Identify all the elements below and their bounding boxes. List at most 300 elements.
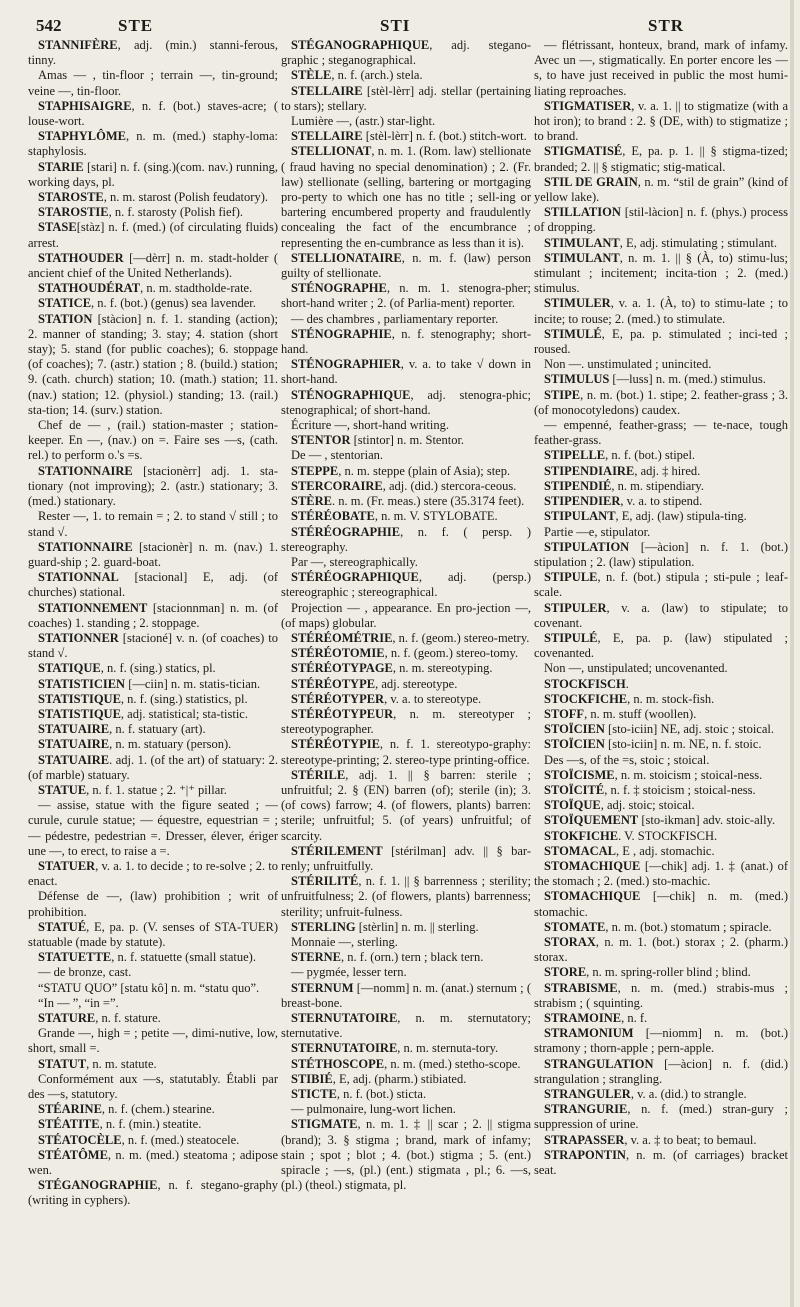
- entry-headword: STIMULANT: [544, 250, 620, 265]
- dictionary-entry: [28, 251, 278, 281]
- entry-definition: De — , stentorian.: [291, 448, 383, 463]
- entry-definition: , E , adj. stomachic.: [616, 843, 715, 858]
- entry-headword: STRANGURIE: [544, 1102, 628, 1117]
- entry-headword: STIL DE GRAIN: [544, 174, 638, 189]
- dictionary-entry: [281, 68, 531, 83]
- entry-definition: , v. a. ‡ to beat; to bemaul.: [624, 1132, 757, 1147]
- dictionary-entry: [28, 965, 278, 980]
- entry-definition: , adj. stoic; stoical.: [600, 798, 695, 813]
- dictionary-entry: [534, 205, 788, 235]
- page-header: [0, 10, 800, 36]
- entry-definition: [stacioné] v. n. (of coaches) to stand √.: [28, 630, 278, 661]
- entry-headword: STATIONNER: [38, 630, 119, 645]
- dictionary-entry: [534, 981, 788, 1011]
- entry-headword: STATIONNAL: [38, 570, 119, 585]
- entry-headword: STIPULER: [544, 600, 607, 615]
- entry-definition: , E, adj. (law) stipula-ting.: [615, 509, 747, 524]
- entry-definition: , E, pa. p. stimulated ; inci-ted ; roused.: [534, 326, 788, 357]
- entry-definition: [stacionèr] n. m. (nav.) 1. guard-ship ; 2. guard-boat.: [28, 539, 278, 569]
- entry-definition: , E, adj. stimulating ; stimulant.: [619, 235, 778, 250]
- entry-definition: Par —, stereographically.: [291, 554, 418, 569]
- entry-definition: , n. f. stature.: [95, 1011, 161, 1025]
- dictionary-entry: [281, 601, 531, 631]
- entry-headword: STERNUTATOIRE: [291, 1011, 398, 1025]
- dictionary-entry: [534, 540, 788, 570]
- dictionary-entry: [534, 479, 788, 494]
- entry-definition: , n. f. ‡ stoicism ; stoical-ness.: [604, 782, 756, 797]
- dictionary-entry: [281, 479, 531, 494]
- dictionary-entry: [534, 768, 788, 783]
- entry-definition: [stàz] n. f. (med.) (of circulating fluids) arrest.: [28, 220, 278, 250]
- entry-headword: STÉRILEMENT: [291, 843, 383, 858]
- entry-headword: STIGMATISÉ: [544, 144, 623, 159]
- entry-headword: STOÏCISME: [544, 767, 615, 782]
- entry-headword: STÉARINE: [38, 1102, 102, 1117]
- dictionary-entry: [534, 935, 788, 965]
- dictionary-entry: [281, 874, 531, 920]
- entry-headword: STIPULE: [544, 570, 598, 585]
- entry-headword: STOKFICHE: [544, 828, 619, 843]
- entry-definition: , adj. (persp.) stereographic ; stereographical.: [281, 570, 531, 600]
- entry-definition: Défense de —, (law) prohibition ; writ of prohibition.: [28, 889, 278, 919]
- entry-headword: STOÏQUEMENT: [544, 813, 639, 828]
- dictionary-entry: [281, 144, 531, 250]
- dictionary-entry: [281, 1117, 531, 1193]
- entry-definition: , n. m. stereotyper ; stereotypographer.: [281, 706, 531, 737]
- entry-definition: . adj. 1. (of the art) of statuary: 2. (of marble) statuary.: [28, 752, 278, 782]
- dictionary-entry: [534, 251, 788, 297]
- entry-definition: [—àcion] n. f. 1. (bot.) stipulation ; 2. (law) stipulation.: [534, 539, 788, 569]
- entry-headword: STERNE: [291, 950, 342, 965]
- dictionary-entry: [534, 889, 788, 919]
- entry-headword: STATUÉ: [38, 919, 87, 934]
- entry-headword: STÉNOGRAPHIE: [291, 326, 392, 341]
- entry-headword: STÉATITE: [38, 1117, 100, 1132]
- entry-headword: STATUAIRE: [38, 752, 110, 767]
- entry-definition: [stèl-lèrr] n. f. (bot.) stitch-wort.: [362, 129, 527, 144]
- entry-headword: STATION: [38, 311, 93, 326]
- dictionary-entry: [281, 1057, 531, 1072]
- dictionary-entry: [28, 707, 278, 722]
- dictionary-entry: [534, 692, 788, 707]
- entry-definition: Rester —, 1. to remain = ; 2. to stand √ still ; to stand √.: [28, 509, 278, 539]
- entry-headword: STIPULANT: [544, 509, 616, 524]
- entry-definition: Grande —, high = ; petite —, dimi-nutive, low, short, small =.: [28, 1026, 278, 1056]
- dictionary-entry: [534, 175, 788, 205]
- dictionary-entry: [281, 677, 531, 692]
- entry-headword: STRANGULER: [544, 1087, 631, 1102]
- entry-definition: , n. m. f. (law) person guilty of stellionate.: [281, 250, 531, 281]
- dictionary-entry: [28, 160, 278, 190]
- entry-definition: , v. a. 1. (À, to) to stimu-late ; to incite; to rouse; 2. (med.) to stimulate.: [534, 296, 788, 326]
- entry-headword: STAPHYLÔME: [38, 129, 126, 144]
- dictionary-entry: [281, 1072, 531, 1087]
- entry-definition: [—chik] n. m. (med.) stomachic.: [534, 889, 788, 919]
- dictionary-entry: [28, 1026, 278, 1056]
- entry-headword: STERLING: [291, 919, 356, 934]
- entry-headword: STIPULATION: [544, 539, 630, 554]
- column-3: [534, 38, 788, 1300]
- entry-definition: Écriture —, short-hand writing.: [291, 418, 449, 433]
- entry-definition: , E, pa. p. (V. senses of STA-TUER) statuable (made by statute).: [28, 919, 278, 949]
- entry-headword: STÉTHOSCOPE: [291, 1056, 385, 1071]
- entry-definition: [—nomm] n. m. (anat.) sternum ; ( breast-bone.: [281, 980, 531, 1010]
- dictionary-entry: [28, 601, 278, 631]
- entry-definition: , n. f. (geom.) stereo-metry.: [392, 630, 530, 645]
- dictionary-entry: [534, 798, 788, 813]
- dictionary-entry: [28, 1057, 278, 1072]
- entry-headword: STAROSTIE: [38, 205, 109, 220]
- entry-headword: STÉNOGRAPHIQUE: [291, 387, 411, 402]
- dictionary-entry: [28, 692, 278, 707]
- entry-definition: , v. a. (law) to stipulate; to covenant.: [534, 600, 788, 630]
- dictionary-entry: [28, 1148, 278, 1178]
- dictionary-entry: [534, 296, 788, 326]
- dictionary-entry: [281, 312, 531, 327]
- entry-headword: STATICE: [38, 296, 92, 311]
- dictionary-entry: [281, 1102, 531, 1117]
- entry-definition: [—ciin] n. m. statis-tician.: [125, 676, 261, 691]
- entry-definition: , n. f. (bot.) staves-acre; ( louse-wort.: [28, 98, 278, 129]
- entry-definition: [—chik] adj. 1. ‡ (anat.) of the stomach ; 2. (med.) sto-machic.: [534, 858, 788, 889]
- dictionary-entry: [281, 981, 531, 1011]
- entry-definition: [stil-làcion] n. f. (phys.) process of dropping.: [534, 205, 788, 235]
- dictionary-entry: [281, 555, 531, 570]
- entry-definition: [stérilman] adv. || § bar-renly; unfruitfully.: [281, 843, 531, 873]
- dictionary-entry: [28, 509, 278, 539]
- dictionary-entry: [281, 768, 531, 844]
- entry-definition: , n. f. statuette (small statue).: [111, 950, 256, 965]
- entry-headword: STÉRÉOGRAPHIQUE: [291, 570, 419, 585]
- dictionary-entry: [534, 418, 788, 448]
- entry-definition: — assise, statue with the figure seated ; — curule, curule statue; — équestre, equestrian = ; — pédestre, pedestrian =. Dresser, élever, ériger une —, to erect, to raise a =.: [28, 798, 278, 858]
- entry-headword: STÉATOCÈLE: [38, 1132, 122, 1147]
- entry-definition: , n. m. V. STYLOBATE.: [374, 509, 498, 524]
- entry-definition: “STATU QUO” [statu kô] n. m. “statu quo”.: [38, 980, 260, 995]
- dictionary-entry: [281, 388, 531, 418]
- entry-headword: STOMACHIQUE: [544, 889, 641, 904]
- entry-definition: , n. f. stenography; short-hand.: [281, 326, 531, 357]
- entry-headword: STIPENDIER: [544, 494, 621, 509]
- entry-headword: STÉGANOGRAPHIQUE: [291, 38, 430, 52]
- entry-definition: , n. m. starost (Polish feudatory).: [103, 190, 268, 205]
- entry-headword: STERNUM: [291, 980, 354, 995]
- entry-headword: STIMULÉ: [544, 326, 602, 341]
- entry-headword: STÉRÉOTYPEUR: [291, 706, 394, 721]
- entry-definition: , n. m. (of carriages) bracket seat.: [534, 1147, 788, 1178]
- entry-headword: STÉRILE: [291, 767, 346, 782]
- dictionary-entry: [534, 601, 788, 631]
- entry-headword: STÉGANOGRAPHIE: [38, 1178, 158, 1193]
- entry-headword: STÉRÉOGRAPHIE: [291, 524, 401, 539]
- entry-definition: — flétrissant, honteux, brand, mark of infamy. Avec un —, stigmatically. En porter encore les —s, to have just received in public the most humi-liating reproaches.: [534, 38, 788, 98]
- entry-headword: STATUE: [38, 782, 87, 797]
- entry-definition: , n. f. starosty (Polish fief).: [108, 205, 243, 220]
- dictionary-entry: [28, 190, 278, 205]
- entry-headword: STATISTIQUE: [38, 691, 121, 706]
- entry-definition: [sto-iciin] NE, adj. stoic ; stoical.: [604, 722, 774, 737]
- entry-definition: [stacional] E, adj. (of churches) stational.: [28, 570, 278, 600]
- dictionary-entry: [281, 965, 531, 980]
- dictionary-entry: [28, 540, 278, 570]
- entry-headword: STRAPONTIN: [544, 1147, 626, 1162]
- entry-definition: , adj. stenogra-phic; stenographical; of short-hand.: [281, 387, 531, 417]
- entry-definition: , n. f. (bot.) sticta.: [336, 1087, 427, 1102]
- dictionary-entry: [534, 631, 788, 661]
- entry-definition: , n. f. (min.) steatite.: [99, 1117, 202, 1132]
- entry-headword: STOFF: [544, 706, 585, 721]
- entry-definition: , n. m. 1. || § (À, to) stimu-lus; stimulant ; incitement; incita-tion ; 2. (med.) stimulus.: [534, 250, 788, 296]
- entry-headword: STÉRÉOTYPAGE: [291, 661, 393, 676]
- dictionary-entry: [281, 950, 531, 965]
- entry-definition: , E, pa. p. (law) stipulated ; covenanted.: [534, 630, 788, 661]
- entry-headword: STANNIFÈRE: [38, 38, 118, 52]
- dictionary-entry: [534, 813, 788, 828]
- entry-definition: [stari] n. f. (sing.)(com. nav.) running, working days, pl.: [28, 159, 278, 189]
- dictionary-entry: [28, 205, 278, 220]
- entry-definition: — des chambres , parliamentary reporter.: [291, 311, 499, 326]
- dictionary-entry: [281, 418, 531, 433]
- entry-definition: , n. f. 1. || § barrenness ; sterility; unfruitfulness; 2. (of flowers, plants) barrenness; sterility; unfruit-fulness.: [281, 874, 531, 919]
- entry-headword: STASE: [38, 220, 77, 235]
- entry-definition: , n. m. stadtholde-rate.: [140, 281, 253, 296]
- entry-definition: , n. m. (bot.) 1. stipe; 2. feather-grass ; 3. (of monocotyledons) caudex.: [534, 387, 788, 417]
- entry-headword: STOÏCIEN: [544, 722, 605, 737]
- dictionary-entry: [281, 509, 531, 524]
- entry-definition: , n. f. (sing.) statistics, pl.: [120, 691, 248, 706]
- dictionary-entry: [281, 357, 531, 387]
- dictionary-entry: [534, 327, 788, 357]
- entry-headword: STATIQUE: [38, 661, 101, 676]
- entry-headword: STERCORAIRE: [291, 478, 383, 493]
- entry-definition: , n. m. 1. ‡ || scar ; 2. || stigma (brand); 3. § stigma ; brand, mark of infamy; stain ; spot ; blot ; 4. (bot.) stigma ; 5. (ent.) spiracle ; —s, (pl.) (ent.) stigmata , pl.; 6. —s, (pl.) (theol.) stigmata, pl.: [281, 1117, 531, 1193]
- entry-definition: Non —. unstimulated ; unincited.: [544, 357, 712, 372]
- entry-definition: , E, pa. p. 1. || § stigma-tized; branded; 2. || § stigmatic; stig-matical.: [534, 144, 788, 174]
- entry-headword: STRAMOINE: [544, 1011, 622, 1025]
- entry-definition: , n. m. stipendiary.: [611, 478, 704, 493]
- entry-headword: STICTE: [291, 1087, 337, 1102]
- entry-definition: , n. m. stock-fish.: [627, 691, 715, 706]
- entry-definition: , n. m. stuff (woollen).: [584, 706, 697, 721]
- dictionary-entry: [28, 798, 278, 859]
- entry-definition: [—dèrr] n. m. stadt-holder ( ancient chief of the United Netherlands).: [28, 250, 278, 281]
- entry-definition: , n. m. 1. (Rom. law) stellionate ( fraud having no special denomination) ; 2. (Fr. law) stellionate (selling, bartering or mortgaging pro-perty to which one has no title ; sell-ing or bartering encumbered property and fraudulently concealing the fact of the encumbrance ; representing the en-cumbrance as less than it is).: [281, 144, 531, 250]
- entry-headword: STOÏQUE: [544, 798, 601, 813]
- entry-headword: STATUER: [38, 858, 96, 873]
- entry-headword: STATIONNEMENT: [38, 600, 148, 615]
- entry-headword: STATUETTE: [38, 950, 112, 965]
- entry-definition: , n. m. spring-roller blind ; blind.: [586, 965, 751, 980]
- dictionary-entry: [534, 844, 788, 859]
- dictionary-entry: [28, 753, 278, 783]
- entry-definition: , n. f. (bot.) stipel.: [605, 448, 696, 463]
- dictionary-entry: [534, 753, 788, 768]
- dictionary-entry: [281, 84, 531, 114]
- entry-definition: .: [625, 676, 629, 691]
- dictionary-entry: [28, 68, 278, 98]
- dictionary-entry: [28, 859, 278, 889]
- entry-headword: STORAX: [544, 934, 596, 949]
- dictionary-entry: [534, 707, 788, 722]
- entry-headword: STIBIÉ: [291, 1071, 333, 1086]
- dictionary-entry: [534, 661, 788, 676]
- dictionary-entry: [534, 236, 788, 251]
- entry-headword: STIMULER: [544, 296, 611, 311]
- dictionary-entry: [534, 525, 788, 540]
- dictionary-entry: [281, 525, 531, 555]
- entry-definition: , n. m. steppe (plain of Asia); step.: [338, 463, 511, 478]
- dictionary-entry: [534, 464, 788, 479]
- entry-definition: , n. m. stoicism ; stoical-ness.: [614, 767, 763, 782]
- dictionary-entry: [534, 783, 788, 798]
- entry-definition: “In — ”, “in =”.: [38, 995, 119, 1010]
- entry-headword: STÈRE: [291, 494, 332, 509]
- entry-definition: , adj. statistical; sta-tistic.: [120, 706, 248, 721]
- entry-definition: , adj. (did.) stercora-ceous.: [382, 478, 517, 493]
- entry-headword: STRAPASSER: [544, 1132, 625, 1147]
- dictionary-entry: [534, 448, 788, 463]
- dictionary-entry: [281, 281, 531, 311]
- entry-definition: Lumière —, (astr.) star-light.: [291, 114, 436, 129]
- dictionary-entry: [281, 737, 531, 767]
- entry-definition: , n. m. sternutatory; sternutative.: [281, 1011, 531, 1041]
- dictionary-entry: [281, 1087, 531, 1102]
- dictionary-entry: [534, 388, 788, 418]
- entry-definition: Amas — , tin-floor ; terrain —, tin-ground; veine —, tin-floor.: [28, 68, 278, 98]
- dictionary-entry: [28, 1102, 278, 1117]
- dictionary-entry: [28, 1178, 278, 1208]
- entry-headword: STIMULANT: [544, 235, 620, 250]
- entry-definition: , n. m. (med.) stetho-scope.: [384, 1056, 521, 1071]
- dictionary-entry: [281, 692, 531, 707]
- entry-definition: , n. f. (med.) stran-gury ; suppression of urine.: [534, 1102, 788, 1132]
- entry-headword: STORE: [544, 965, 587, 980]
- entry-definition: — empenné, feather-grass; — te-nace, tough feather-grass.: [534, 418, 788, 448]
- entry-definition: . V. STOCKFISCH.: [618, 828, 718, 843]
- entry-definition: , n. f. (arch.) stela.: [331, 68, 423, 83]
- dictionary-entry: [281, 327, 531, 357]
- entry-definition: , n. m. (med.) strabis-mus ; strabism ; ( squinting.: [534, 980, 788, 1010]
- entry-headword: STÉATÔME: [38, 1147, 108, 1162]
- dictionary-entry: [28, 1072, 278, 1102]
- dictionary-entry: [28, 889, 278, 919]
- entry-headword: STATUAIRE: [38, 722, 110, 737]
- dictionary-entry: [281, 661, 531, 676]
- dictionary-entry: [534, 144, 788, 174]
- dictionary-entry: [281, 129, 531, 144]
- dictionary-entry: [534, 570, 788, 600]
- entry-headword: STAPHISAIGRE: [38, 98, 132, 113]
- dictionary-entry: [534, 737, 788, 752]
- entry-definition: [stèl-lèrr] adj. stellar (pertaining to stars); stellary.: [281, 83, 531, 113]
- entry-definition: , v. a. (did.) to strangle.: [630, 1087, 747, 1102]
- dictionary-entry: [28, 783, 278, 798]
- entry-definition: , n. m. (med.) steatoma ; adipose wen.: [28, 1147, 278, 1178]
- dictionary-entry: [534, 722, 788, 737]
- dictionary-entry: [28, 464, 278, 510]
- entry-headword: STÈLE: [291, 68, 332, 83]
- dictionary-entry: [534, 965, 788, 980]
- dictionary-entry: [281, 1011, 531, 1041]
- entry-headword: STELLAIRE: [291, 83, 363, 98]
- entry-definition: , adj. stereotype.: [375, 676, 458, 691]
- running-head-right: STR: [648, 16, 685, 35]
- entry-definition: [sto-iciin] n. m. NE, n. f. stoic.: [604, 737, 762, 752]
- entry-headword: STIPELLE: [544, 448, 606, 463]
- entry-definition: , n. f. (sing.) statics, pl.: [100, 661, 216, 676]
- entry-headword: STATISTICIEN: [38, 676, 126, 691]
- dictionary-entry: [281, 494, 531, 509]
- entry-definition: [stèrlin] n. m. || sterling.: [355, 919, 479, 934]
- entry-definition: , n. m. “stil de grain” (kind of yellow lake).: [534, 174, 788, 205]
- entry-definition: , n. f.: [621, 1011, 648, 1025]
- entry-headword: STAROSTE: [38, 190, 104, 205]
- entry-headword: STATUAIRE: [38, 737, 110, 752]
- dictionary-entry: [28, 312, 278, 418]
- dictionary-entry: [28, 1011, 278, 1026]
- entry-definition: [—luss] n. m. (med.) stimulus.: [609, 372, 766, 387]
- dictionary-entry: [281, 1041, 531, 1056]
- dictionary-entry: [534, 829, 788, 844]
- entry-headword: STIPENDIÉ: [544, 478, 612, 493]
- dictionary-entry: [28, 950, 278, 965]
- entry-definition: , n. f. (bot.) stipula ; sti-pule ; leaf-scale.: [534, 570, 788, 600]
- dictionary-entry: [28, 996, 278, 1011]
- dictionary-entry: [281, 844, 531, 874]
- dictionary-entry: [534, 1102, 788, 1132]
- dictionary-entry: [281, 114, 531, 129]
- entry-headword: STARIE: [38, 159, 84, 174]
- entry-definition: Partie —e, stipulator.: [544, 524, 651, 539]
- entry-definition: , n. f. (med.) steatocele.: [121, 1132, 240, 1147]
- entry-headword: STELLAIRE: [291, 129, 363, 144]
- entry-definition: , n. f. (geom.) stereo-tomy.: [384, 646, 519, 661]
- entry-headword: STÉRÉOTYPER: [291, 691, 385, 706]
- entry-definition: , n. m. (bot.) stomatum ; spiracle.: [605, 919, 772, 934]
- dictionary-entry: [28, 296, 278, 311]
- entry-definition: , n. m. 1. stenogra-pher; short-hand writer ; 2. (of Parlia-ment) reporter.: [281, 281, 531, 311]
- entry-definition: — pygmée, lesser tern.: [291, 965, 407, 980]
- entry-definition: , n. m. stereotyping.: [392, 661, 493, 676]
- entry-headword: STERNUTATOIRE: [291, 1041, 398, 1056]
- entry-headword: STEPPE: [291, 463, 339, 478]
- entry-headword: STIPULÉ: [544, 630, 598, 645]
- entry-headword: STIPE: [544, 387, 581, 402]
- entry-headword: STÉNOGRAPHIER: [291, 357, 401, 372]
- entry-headword: STÉRÉOTYPIE: [291, 737, 380, 752]
- entry-headword: STATUT: [38, 1056, 87, 1071]
- entry-definition: , n. m. statute.: [86, 1056, 157, 1071]
- dictionary-entry: [28, 129, 278, 159]
- entry-headword: STIGMATISER: [544, 98, 632, 113]
- entry-headword: STELLIONAT: [291, 144, 372, 159]
- entry-headword: STRAMONIUM: [544, 1026, 634, 1041]
- entry-definition: [—àcion] n. f. (did.) strangulation ; strangling.: [534, 1056, 788, 1086]
- entry-definition: , n. f. statuary (art).: [109, 722, 206, 737]
- dictionary-entry: [281, 433, 531, 448]
- dictionary-entry: [281, 570, 531, 600]
- entry-definition: Non —, unstipulated; uncovenanted.: [544, 661, 728, 676]
- dictionary-entry: [281, 935, 531, 950]
- dictionary-entry: [534, 1148, 788, 1178]
- entry-headword: STATHOUDÉRAT: [38, 281, 141, 296]
- entry-definition: , adj. (min.) stanni-ferous, tinny.: [28, 38, 278, 68]
- entry-definition: , n. f. (chem.) stearine.: [101, 1102, 215, 1117]
- entry-definition: — de bronze, cast.: [38, 965, 132, 980]
- entry-headword: STOMACAL: [544, 843, 617, 858]
- dictionary-entry: [534, 1133, 788, 1148]
- entry-headword: STIMULUS: [544, 372, 610, 387]
